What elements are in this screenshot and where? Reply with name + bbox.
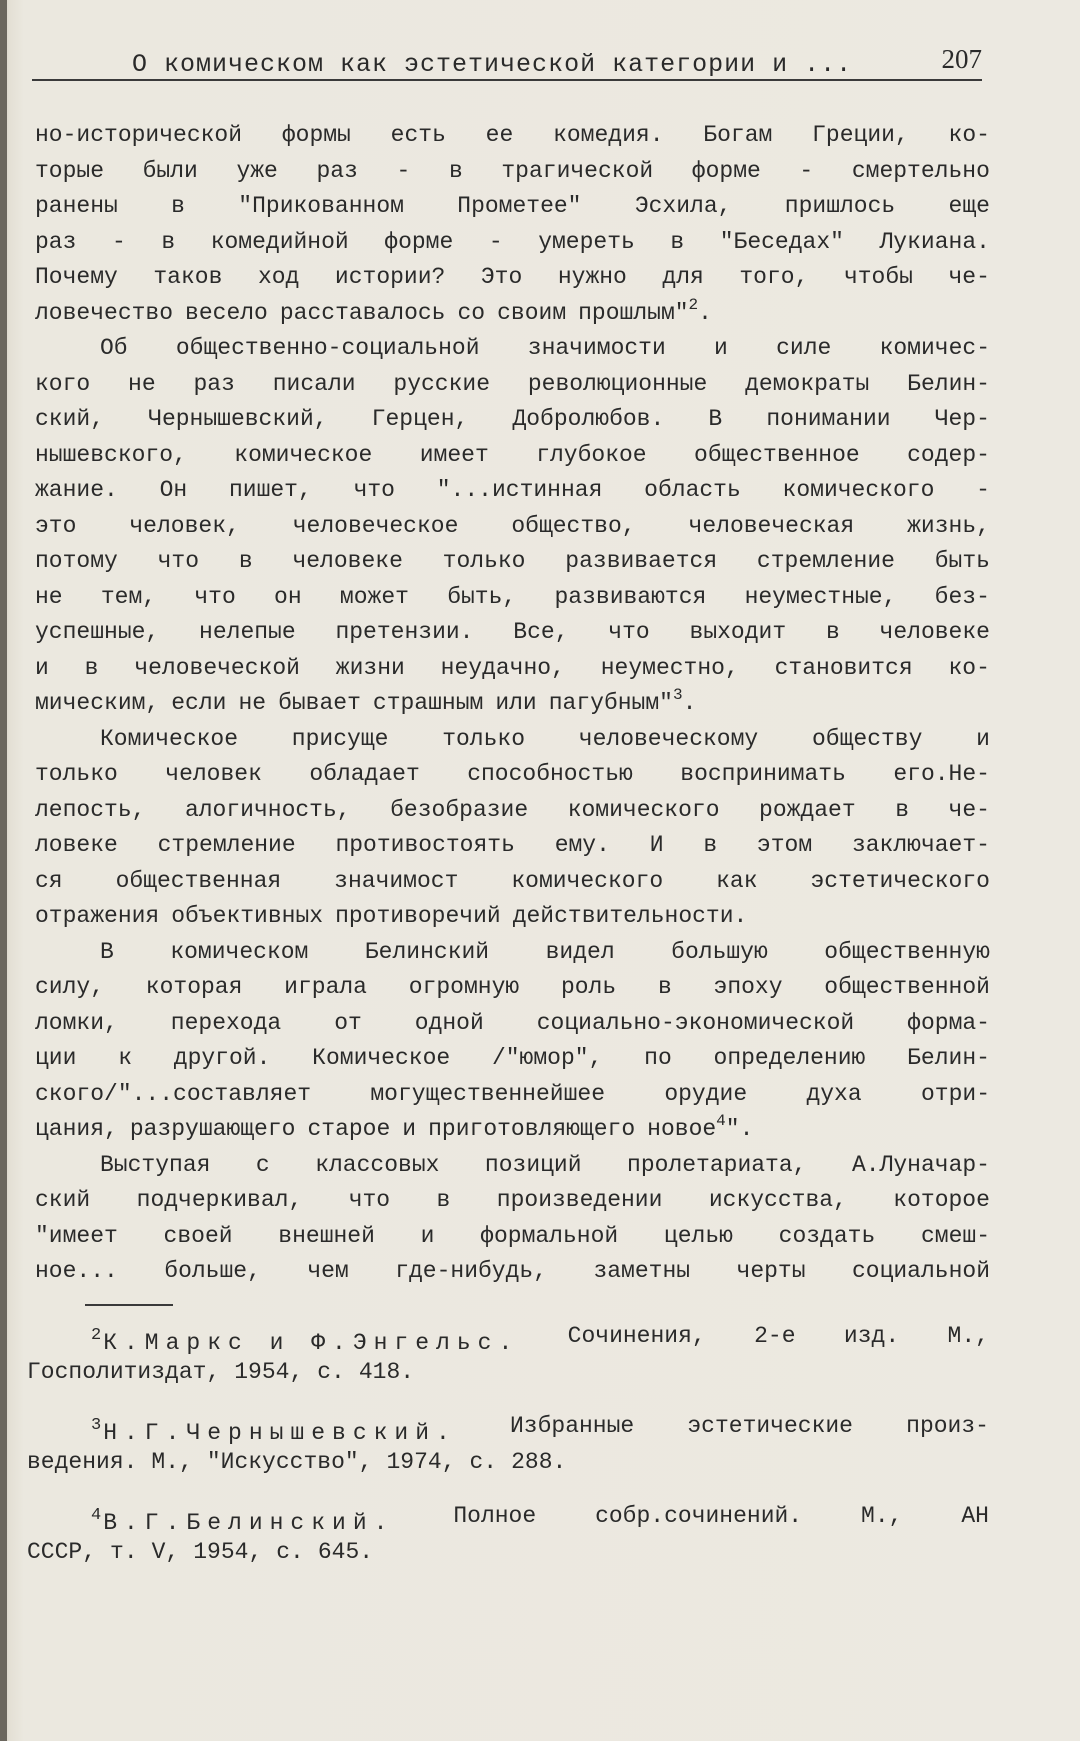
footnote [27, 1498, 989, 1570]
page-number: 207 [941, 44, 982, 74]
text-line: "имеет своей внешней и формальной целью создать смеш- [35, 1222, 990, 1249]
footnote-reference: 2 [688, 295, 699, 314]
text-line: цания, разрушающего старое и приготовляющего новое$^4$". [35, 1112, 754, 1142]
text-line: ранены в "Прикованном Прометее" Эсхила, пришлось еще [35, 193, 990, 219]
footnote-mark: 2 [91, 1326, 102, 1345]
text-line: ский подчеркивал, что в произведении искусства, которое [35, 1187, 990, 1213]
text-line: ский, Чернышевский, Герцен, Добролюбов. В понимании Чер- [35, 406, 990, 432]
footnote-line: $^2$К.Маркс и Ф.Энгельс. Сочинения, 2-е изд. М., [91, 1323, 989, 1356]
text-line: это человек, человеческое общество, человеческая жизнь, [35, 512, 990, 539]
footnote-separator [85, 1304, 173, 1306]
footnote-reference: 4 [716, 1112, 726, 1130]
text-line: Об общественно-социальной значимости и силе комичес- [100, 335, 990, 361]
text-line: нышевского, комическое имеет глубокое общественное содер- [35, 441, 990, 468]
running-header [32, 44, 982, 84]
footnote-mark: 3 [91, 1416, 102, 1435]
body-text [35, 118, 990, 1290]
footnote-line: ведения. М., "Искусство", 1974, с. 288. [27, 1449, 567, 1475]
text-line: Почему таков ход истории? Это нужно для того, чтобы че- [35, 264, 990, 290]
text-line: жание. Он пишет, что "...истинная область комического - [35, 477, 990, 503]
footnotes [27, 1318, 989, 1588]
text-line: потому что в человеке только развивается стремление быть [35, 548, 990, 574]
text-line: раз - в комедийной форме - умереть в "Беседах" Лукиана. [35, 228, 990, 255]
footnote-author: К.Маркс и Ф.Энгельс. [103, 1330, 520, 1356]
text-line: ное... больше, чем где-нибудь, заметны черты социальной [35, 1258, 990, 1284]
footnote-author: Н.Г.Чернышевский. [103, 1420, 457, 1446]
header-rule [32, 79, 982, 81]
text-line: только человек обладает способностью воспринимать его.Не- [35, 761, 990, 787]
footnote [27, 1318, 989, 1390]
text-line: В комическом Белинский видел большую общественную [100, 938, 990, 965]
text-line: Комическое присуще только человеческому обществу и [100, 725, 990, 752]
text-line: ловеке стремление противостоять ему. И в этом заключает- [35, 832, 990, 858]
footnote-reference: 3 [672, 686, 683, 704]
text-line: ловечество весело расставалось со своим прошлым"$^2$. [35, 295, 712, 326]
text-line: отражения объективных противоречий действительности. [35, 903, 748, 929]
footnote [27, 1408, 989, 1480]
footnote-mark: 4 [91, 1506, 102, 1525]
page-spine-shadow [0, 0, 7, 1741]
text-line: ции к другой. Комическое /"юмор", по определению Белин- [35, 1045, 990, 1071]
text-line: ломки, перехода от одной социально-экономической форма- [35, 1009, 990, 1036]
text-line: ского/"...составляет могущественнейшее орудие духа отри- [35, 1080, 990, 1107]
text-line: торые были уже раз - в трагической форме - смертельно [35, 157, 990, 184]
footnote-line: СССР, т. V, 1954, с. 645. [27, 1539, 374, 1565]
text-line: силу, которая играла огромную роль в эпоху общественной [35, 974, 990, 1000]
text-line: но-исторической формы есть ее комедия. Богам Греции, ко- [35, 122, 990, 148]
text-line: ся общественная значимост комического как эстетического [35, 867, 990, 894]
footnote-line: $^3$Н.Г.Чернышевский. Избранные эстетические произ- [91, 1413, 989, 1446]
text-line: Выступая с классовых позиций пролетариата, А.Луначар- [100, 1151, 990, 1178]
footnote-author: В.Г.Белинский. [103, 1510, 395, 1536]
footnote-line: Госполитиздат, 1954, с. 418. [27, 1359, 415, 1385]
text-line: мическим, если не бывает страшным или пагубным"$^3$. [35, 686, 697, 716]
text-line: успешные, нелепые претензии. Все, что выходит в человеке [35, 619, 990, 645]
text-line: и в человеческой жизни неудачно, неуместно, становится ко- [35, 654, 990, 681]
text-line: лепость, алогичность, безобразие комического рождает в че- [35, 796, 990, 823]
text-line: кого не раз писали русские революционные демократы Белин- [35, 370, 990, 397]
running-title: О комическом как эстетической категории и ... [132, 50, 853, 79]
footnote-line: $^4$В.Г.Белинский. Полное собр.сочинений. М., АН [91, 1503, 989, 1536]
text-line: не тем, что он может быть, развиваются неуместные, без- [35, 583, 990, 610]
